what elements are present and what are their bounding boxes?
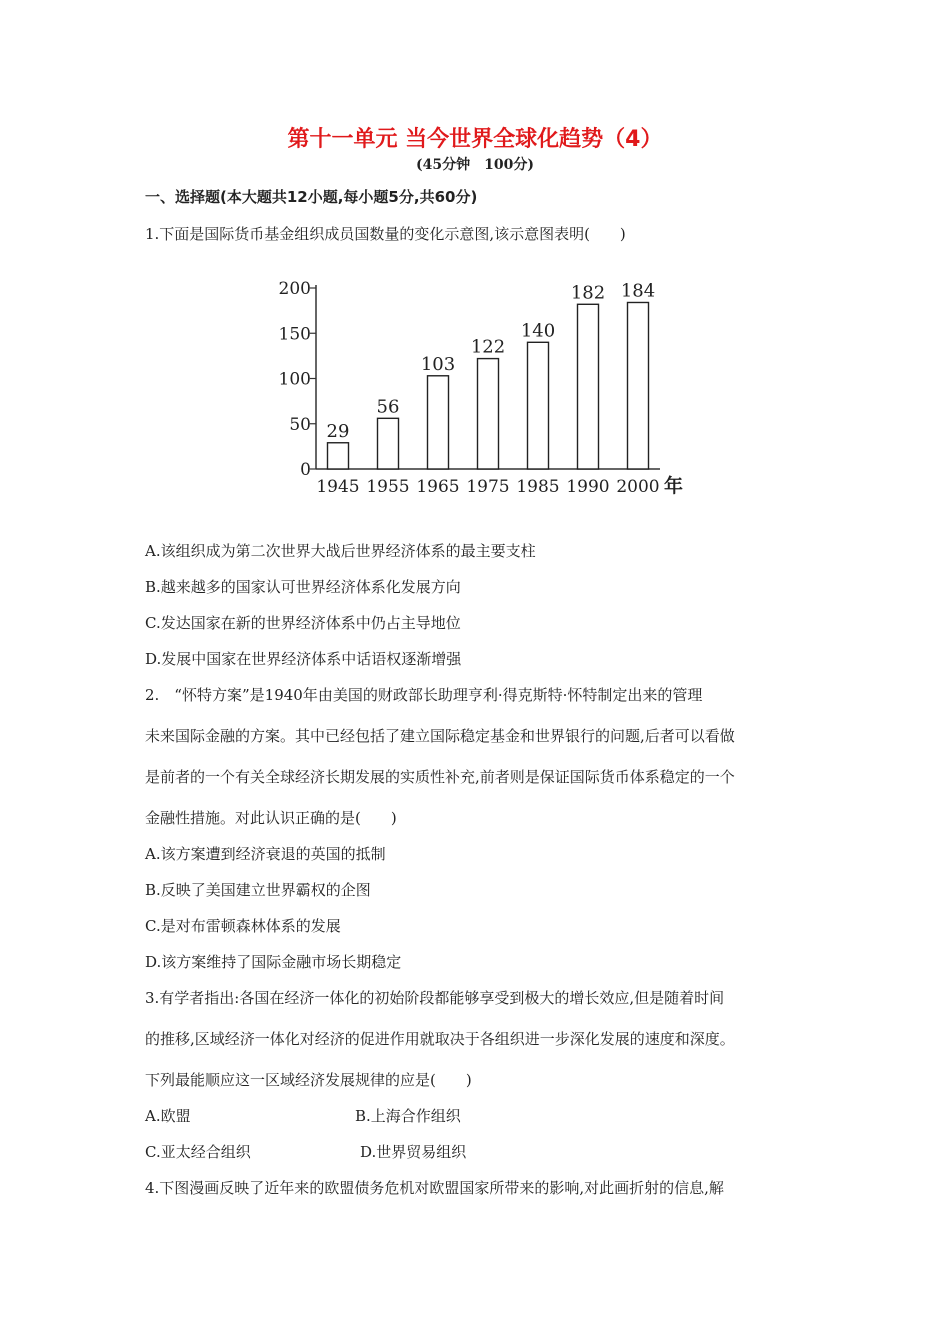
q4-line-1: 4.下图漫画反映了近年来的欧盟债务危机对欧盟国家所带来的影响,对此画折射的信息,解 [145,1179,724,1197]
q2-option-b: B.反映了美国建立世界霸权的企图 [145,881,371,899]
bar-1990 [578,304,599,469]
q2-option-c: C.是对布雷顿森林体系的发展 [145,917,341,935]
q2-line-1: 2. “怀特方案”是1940年由美国的财政部长助理亨利·得克斯特·怀特制定出来的管理 [145,686,703,704]
q3-option-c: C.亚太经合组织 [145,1143,251,1161]
page-title: 第十一单元 当今世界全球化趋势（4） [287,127,663,152]
bar-1945 [328,443,349,469]
bar-2000 [628,302,649,469]
x-tick-label: 1965 [416,477,460,497]
q2-line-3: 是前者的一个有关全球经济长期发展的实质性补充,前者则是保证国际货币体系稳定的一个 [145,768,735,786]
y-tick-label: 200 [278,279,311,299]
q3-line-3: 下列最能顺应这一区域经济发展规律的应是( ) [145,1071,472,1089]
bar-value-label: 29 [326,420,350,442]
x-axis-unit: 年 [664,475,684,497]
bar-1975 [478,359,499,469]
bar-1965 [428,376,449,469]
x-tick-label: 1990 [566,477,610,497]
y-tick-label: 0 [300,460,311,480]
bar-value-label: 122 [470,336,506,358]
x-tick-label: 1945 [316,477,360,497]
q3-option-d: D.世界贸易组织 [360,1143,467,1161]
bar-1955 [378,418,399,469]
x-tick-label: 1985 [516,477,560,497]
bar-value-label: 103 [420,353,456,375]
q3-line-1: 3.有学者指出:各国在经济一体化的初始阶段都能够享受到极大的增长效应,但是随着时间 [145,989,725,1007]
q1-option-d: D.发展中国家在世界经济体系中话语权逐渐增强 [145,650,462,668]
q3-option-b: B.上海合作组织 [355,1107,461,1125]
y-tick-label: 50 [289,414,311,435]
section-heading: 一、选择题(本大题共12小题,每小题5分,共60分) [145,188,478,206]
bar-value-label: 56 [376,396,400,418]
x-tick-label: 1975 [466,477,510,497]
q3-option-a: A.欧盟 [145,1107,191,1125]
bar-1985 [528,342,549,469]
bar-value-label: 140 [520,320,556,342]
bar-chart [262,268,692,508]
bar-value-label: 182 [570,282,606,304]
q2-option-d: D.该方案维持了国际金融市场长期稳定 [145,953,402,971]
q3-line-2: 的推移,区域经济一体化对经济的促进作用就取决于各组织进一步深化发展的速度和深度。 [145,1030,735,1048]
q1-option-a: A.该组织成为第二次世界大战后世界经济体系的最主要支柱 [145,542,536,560]
y-tick-label: 150 [278,324,311,345]
q2-option-a: A.该方案遭到经济衰退的英国的抵制 [145,845,386,863]
y-tick-label: 100 [278,369,311,390]
x-tick-label: 1955 [366,477,410,497]
q2-line-2: 未来国际金融的方案。其中已经包括了建立国际稳定基金和世界银行的问题,后者可以看做 [145,727,735,745]
q2-line-4: 金融性措施。对此认识正确的是( ) [145,809,397,827]
x-tick-label: 2000 [616,477,660,497]
q1-stem: 1.下面是国际货币基金组织成员国数量的变化示意图,该示意图表明( ) [145,225,626,243]
page-subtitle: (45分钟 100分) [416,157,534,173]
q1-option-c: C.发达国家在新的世界经济体系中仍占主导地位 [145,614,461,632]
bar-value-label: 184 [620,280,656,302]
q1-option-b: B.越来越多的国家认可世界经济体系化发展方向 [145,578,461,596]
